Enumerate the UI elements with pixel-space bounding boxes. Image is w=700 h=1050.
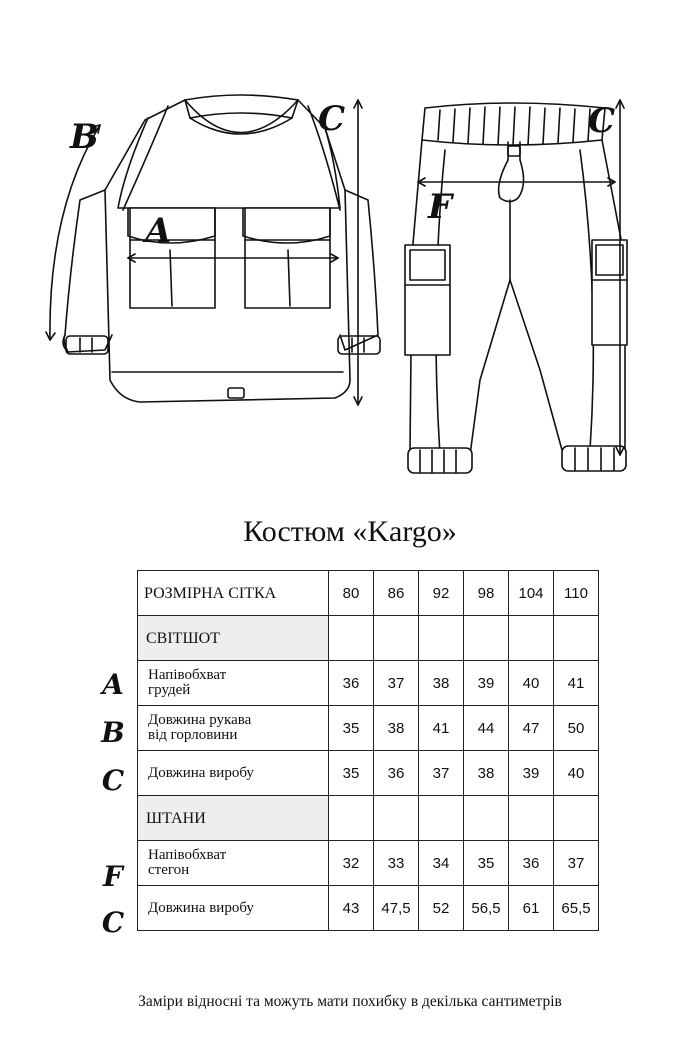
label-line: Напівобхват bbox=[148, 847, 227, 863]
label-line: грудей bbox=[148, 682, 191, 698]
table-row bbox=[138, 841, 599, 886]
table-row bbox=[138, 751, 599, 796]
illus-letter-f: F bbox=[428, 187, 453, 227]
table-cell: 44 bbox=[464, 706, 509, 751]
section-label: СВІТШОТ bbox=[138, 616, 329, 661]
row-letter-a: A bbox=[102, 668, 124, 701]
illus-letter-c-pants: C bbox=[588, 101, 616, 141]
table-row bbox=[138, 886, 599, 931]
size-header: 86 bbox=[374, 571, 419, 616]
footer-note: Заміри відносні та можуть мати похибку в декілька сантиметрів bbox=[138, 993, 562, 1010]
measurement-label bbox=[138, 661, 329, 706]
table-cell: 35 bbox=[329, 706, 374, 751]
table-cell: 39 bbox=[509, 751, 554, 796]
header-label: РОЗМІРНА СІТКА bbox=[138, 571, 329, 616]
table-cell: 40 bbox=[509, 661, 554, 706]
table-cell: 39 bbox=[464, 661, 509, 706]
section-row-pants bbox=[138, 796, 599, 841]
table-cell: 40 bbox=[554, 751, 599, 796]
row-letter-c-sweatshirt: C bbox=[101, 764, 125, 797]
label-line: Довжина рукава bbox=[148, 712, 252, 728]
size-header: 110 bbox=[554, 571, 599, 616]
size-chart-table bbox=[137, 570, 599, 931]
table-cell: 34 bbox=[419, 841, 464, 886]
table-cell: 43 bbox=[329, 886, 374, 931]
measurement-label bbox=[138, 841, 329, 886]
table-cell: 65,5 bbox=[554, 886, 599, 931]
illus-letter-a: A bbox=[145, 211, 172, 251]
illus-letter-c-sweatshirt: C bbox=[318, 99, 346, 139]
label-line: від горловини bbox=[148, 727, 238, 743]
pants-drawing bbox=[405, 100, 627, 473]
section-row-sweatshirt bbox=[138, 616, 599, 661]
size-header: 92 bbox=[419, 571, 464, 616]
table-cell: 52 bbox=[419, 886, 464, 931]
table-cell: 47,5 bbox=[374, 886, 419, 931]
garment-illustration bbox=[0, 0, 700, 500]
table-row bbox=[138, 706, 599, 751]
row-letter-b: B bbox=[101, 716, 125, 749]
size-header: 80 bbox=[329, 571, 374, 616]
row-letter-c-pants: C bbox=[101, 906, 125, 939]
illus-letter-b: B bbox=[70, 117, 99, 157]
size-header: 98 bbox=[464, 571, 509, 616]
table-cell: 35 bbox=[329, 751, 374, 796]
page-title: Костюм «Kargo» bbox=[243, 515, 457, 548]
table-cell: 32 bbox=[329, 841, 374, 886]
table-cell: 41 bbox=[419, 706, 464, 751]
table-row bbox=[138, 661, 599, 706]
label-line: Напівобхват bbox=[148, 667, 227, 683]
label-line: стегон bbox=[148, 862, 190, 878]
table-cell: 38 bbox=[374, 706, 419, 751]
measurement-label bbox=[138, 706, 329, 751]
table-cell: 36 bbox=[329, 661, 374, 706]
section-label: ШТАНИ bbox=[138, 796, 329, 841]
table-cell: 36 bbox=[374, 751, 419, 796]
measurement-label: Довжина виробу bbox=[138, 886, 329, 931]
table-cell: 33 bbox=[374, 841, 419, 886]
table-cell: 37 bbox=[419, 751, 464, 796]
table-cell: 38 bbox=[464, 751, 509, 796]
table-cell: 35 bbox=[464, 841, 509, 886]
table-cell: 47 bbox=[509, 706, 554, 751]
table-cell: 36 bbox=[509, 841, 554, 886]
size-header: 104 bbox=[509, 571, 554, 616]
table-cell: 37 bbox=[554, 841, 599, 886]
row-letter-f: F bbox=[103, 860, 123, 893]
table-header-row bbox=[138, 571, 599, 616]
table-cell: 56,5 bbox=[464, 886, 509, 931]
table-cell: 37 bbox=[374, 661, 419, 706]
table-cell: 38 bbox=[419, 661, 464, 706]
measurement-label: Довжина виробу bbox=[138, 751, 329, 796]
table-cell: 61 bbox=[509, 886, 554, 931]
table-cell: 50 bbox=[554, 706, 599, 751]
table-cell: 41 bbox=[554, 661, 599, 706]
